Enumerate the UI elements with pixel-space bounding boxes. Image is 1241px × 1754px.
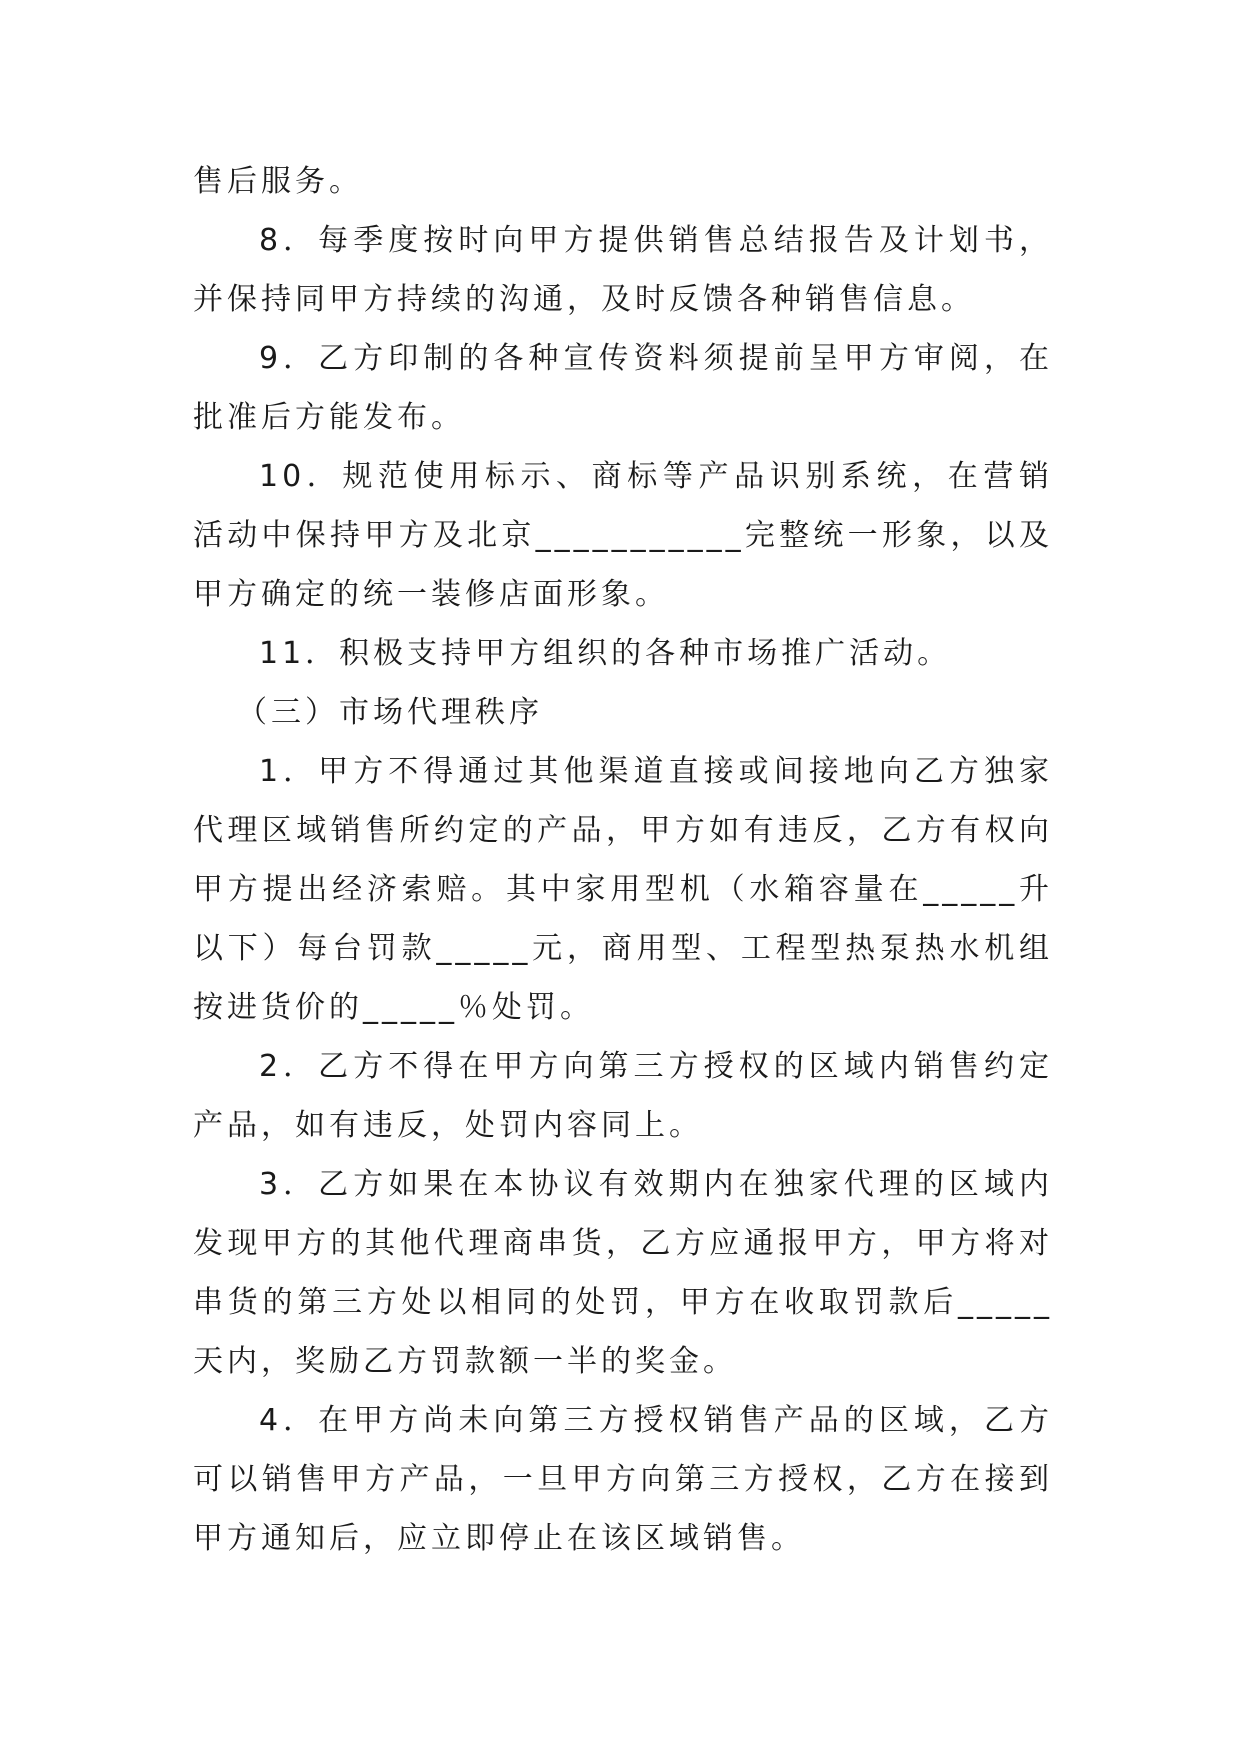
paragraph-order-3: 3．乙方如果在本协议有效期内在独家代理的区域内发现甲方的其他代理商串货，乙方应通报甲方，甲方将对串货的第三方处以相同的处罚，甲方在收取罚款后_____天内，奖励乙方罚款额一半的奖金。 [193, 1167, 1053, 1379]
paragraph-order-2: 2．乙方不得在甲方向第三方授权的区域内销售约定产品，如有违反，处罚内容同上。 [193, 1049, 1053, 1143]
paragraph-item-11: 11．积极支持甲方组织的各种市场推广活动。 [259, 636, 952, 671]
section-heading-market-order: （三）市场代理秩序 [237, 695, 543, 730]
paragraph-item-9: 9．乙方印制的各种宣传资料须提前呈甲方审阅，在批准后方能发布。 [193, 341, 1053, 435]
paragraph-order-1: 1．甲方不得通过其他渠道直接或间接地向乙方独家代理区域销售所约定的产品，甲方如有违反，乙方有权向甲方提出经济索赔。其中家用型机（水箱容量在_____升以下）每台罚款_____元，商用型、工程型热泵热水机组按进货价的_____％处罚。 [193, 754, 1053, 1025]
paragraph-order-4: 4．在甲方尚未向第三方授权销售产品的区域，乙方可以销售甲方产品，一旦甲方向第三方授权，乙方在接到甲方通知后，应立即停止在该区域销售。 [193, 1403, 1053, 1556]
paragraph-item-8: 8．每季度按时向甲方提供销售总结报告及计划书，并保持同甲方持续的沟通，及时反馈各种销售信息。 [193, 223, 1053, 317]
document-body [193, 152, 1053, 1568]
paragraph-item-10: 10．规范使用标示、商标等产品识别系统，在营销活动中保持甲方及北京___________完整统一形象，以及甲方确定的统一装修店面形象。 [193, 459, 1053, 612]
paragraph-continuation: 售后服务。 [193, 164, 363, 199]
